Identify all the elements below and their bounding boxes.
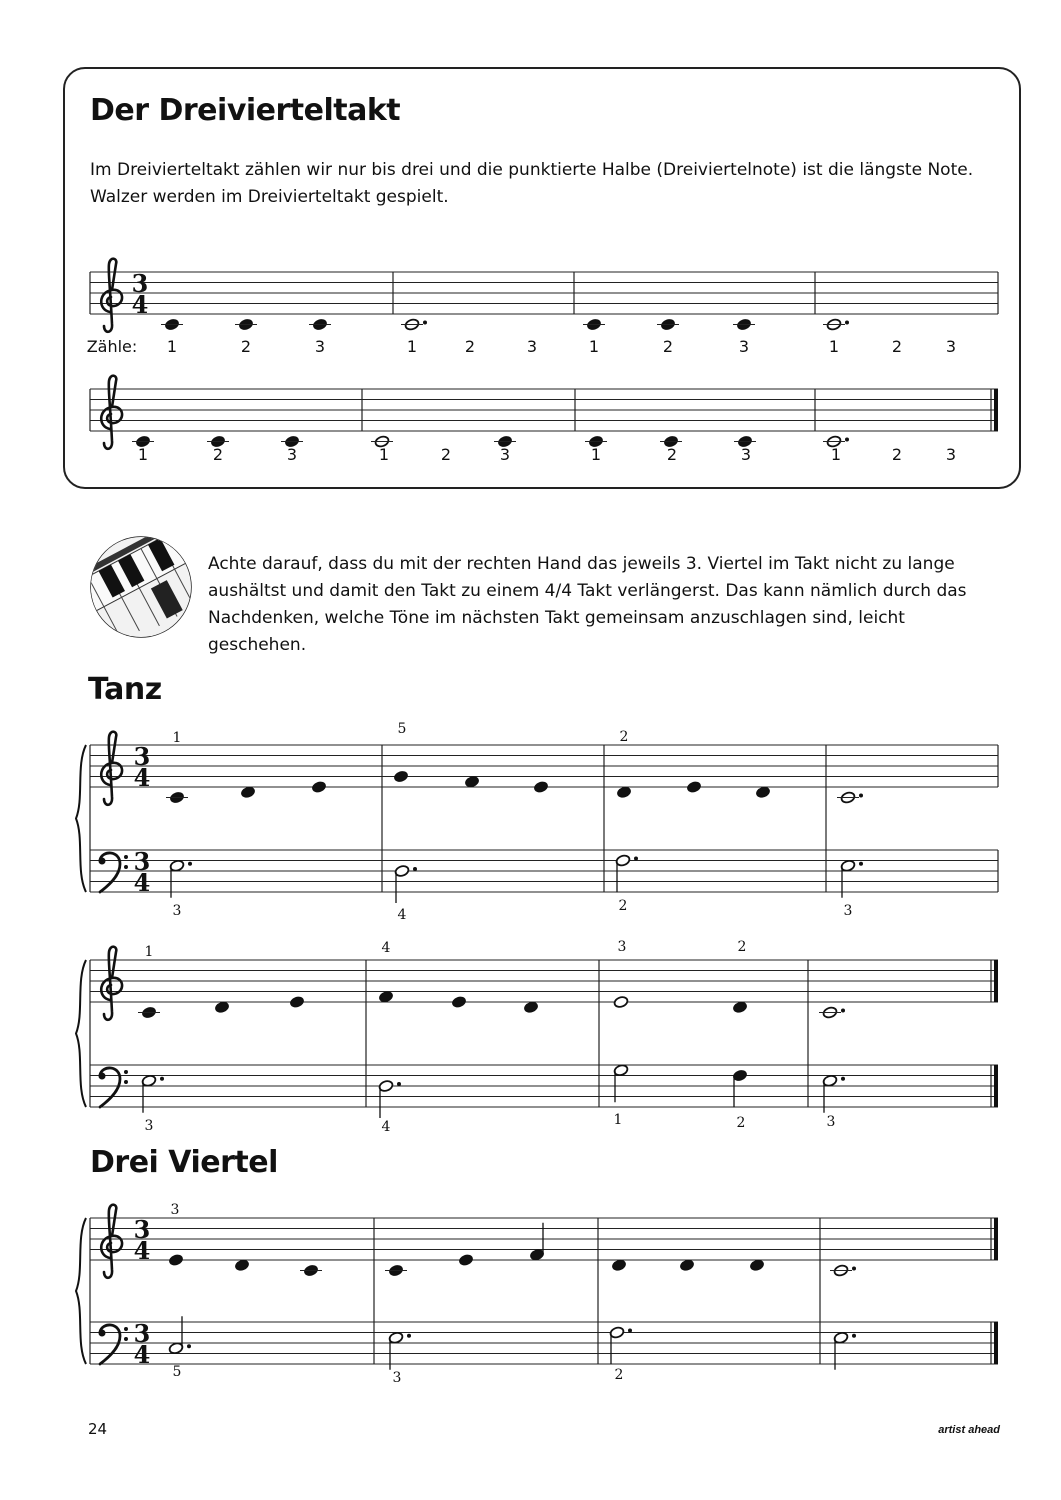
time-signature-denominator: 4 [133, 763, 151, 792]
fingering-number: 2 [736, 1115, 746, 1131]
augmentation-dot [628, 1329, 632, 1333]
treble-clef-shape [101, 947, 122, 1020]
treble-note [464, 775, 480, 788]
augmentation-dot [407, 1334, 411, 1338]
count-number: 1 [166, 337, 178, 356]
bass-clef-dot [99, 858, 106, 865]
grand-staff-brace [76, 960, 86, 1107]
treble-note [686, 780, 702, 793]
final-barline-thick [994, 1218, 998, 1260]
staff-drei-bass [90, 1322, 998, 1364]
bass-clef [99, 1325, 129, 1364]
fingering-number: 1 [144, 944, 154, 960]
count-number: 3 [945, 445, 957, 464]
time-signature-denominator: 4 [133, 868, 151, 897]
fingering-number: 3 [172, 903, 182, 919]
staff-tanz-1-treble [90, 745, 998, 787]
fingering-number: 3 [826, 1114, 836, 1130]
augmentation-dot [187, 1344, 191, 1348]
final-barline-thick [994, 1322, 998, 1364]
bass-clef-dot-lower [124, 865, 128, 869]
treble-clef-shape [101, 376, 122, 449]
fingering-number: 3 [170, 1202, 180, 1218]
count-number: 3 [314, 337, 326, 356]
count-label: Zähle: [86, 337, 138, 356]
tip-text: Achte darauf, dass du mit der rechten Hand das jeweils 3. Viertel im Takt nicht zu lange aushältst und damit den Takt zu einem 4/4 Takt verlängerst. Das kann nämlich durch das Nachdenken, welche Töne im nächsten Takt gemeinsam anzuschlagen sind, leicht geschehen. [208, 554, 967, 655]
count-number: 3 [945, 337, 957, 356]
count-number: 2 [666, 445, 678, 464]
augmentation-dot [859, 794, 863, 798]
staff-exercise-2 [90, 389, 998, 431]
augmentation-dot [841, 1077, 845, 1081]
treble-note [616, 786, 632, 799]
fingering-number: 3 [843, 903, 853, 919]
fingering-number: 3 [392, 1370, 402, 1386]
page-number: 24 [88, 1420, 108, 1438]
staff-tanz-2-treble [90, 960, 998, 1002]
fingering-number: 3 [144, 1118, 154, 1134]
bass-clef [99, 853, 129, 892]
treble-clef [101, 947, 122, 1020]
fingering-number: 4 [397, 907, 407, 923]
staff-exercise-1 [90, 272, 998, 314]
bass-clef-dot-upper [124, 1327, 128, 1331]
treble-note [732, 1001, 748, 1014]
treble-clef [101, 259, 122, 332]
bass-clef-dot-lower [124, 1080, 128, 1084]
piece-title-drei-viertel: Drei Viertel [90, 1145, 278, 1180]
treble-clef [101, 1205, 122, 1278]
fingering-number: 2 [614, 1367, 624, 1383]
time-signature-denominator: 4 [131, 290, 149, 319]
staff-tanz-2-bass [90, 1065, 998, 1107]
fingering-number: 5 [172, 1364, 182, 1380]
augmentation-dot [413, 867, 417, 871]
count-number: 3 [499, 445, 511, 464]
treble-note [533, 780, 549, 793]
augmentation-dot [859, 862, 863, 866]
augmentation-dot [634, 857, 638, 861]
treble-note [458, 1253, 474, 1266]
fingering-number: 2 [619, 729, 629, 745]
staff-tanz-1-bass [90, 850, 998, 892]
treble-note [613, 995, 629, 1008]
augmentation-dot [160, 1077, 164, 1081]
bass-clef-dot [99, 1073, 106, 1080]
count-number: 1 [830, 445, 842, 464]
treble-clef [101, 732, 122, 805]
treble-note [749, 1259, 765, 1272]
grand-staff-brace [76, 1218, 86, 1364]
grand-staff-brace [76, 745, 86, 892]
count-number: 1 [590, 445, 602, 464]
treble-note [755, 786, 771, 799]
fingering-number: 4 [381, 940, 391, 956]
fingering-number: 2 [737, 939, 747, 955]
bass-clef-dot-upper [124, 855, 128, 859]
treble-note [214, 1001, 230, 1014]
treble-note [289, 995, 305, 1008]
count-number: 3 [738, 337, 750, 356]
treble-clef-shape [101, 1205, 122, 1278]
final-barline-thick [994, 389, 998, 431]
time-signature-numerator: 3 [133, 742, 151, 771]
treble-note [378, 990, 394, 1003]
augmentation-dot [188, 862, 192, 866]
treble-note [234, 1259, 250, 1272]
augmentation-dot [852, 1267, 856, 1271]
count-number: 1 [588, 337, 600, 356]
count-number: 2 [891, 337, 903, 356]
fingering-number: 5 [397, 721, 407, 737]
bass-clef-dot [99, 1330, 106, 1337]
treble-note [451, 995, 467, 1008]
bass-clef-dot-lower [124, 1337, 128, 1341]
count-number: 2 [212, 445, 224, 464]
treble-note [311, 780, 327, 793]
count-number: 3 [286, 445, 298, 464]
time-signature-denominator: 4 [133, 1236, 151, 1265]
time-signature-denominator: 4 [133, 1340, 151, 1369]
fingering-number: 1 [172, 730, 182, 746]
augmentation-dot [397, 1082, 401, 1086]
count-number: 2 [240, 337, 252, 356]
treble-clef [101, 376, 122, 449]
augmentation-dot [845, 321, 849, 325]
fingering-number: 4 [381, 1119, 391, 1135]
count-number: 1 [828, 337, 840, 356]
treble-note [679, 1259, 695, 1272]
fingering-number: 3 [617, 939, 627, 955]
brand-logo: artist ahead [938, 1424, 1000, 1436]
augmentation-dot [845, 438, 849, 442]
count-number: 3 [526, 337, 538, 356]
count-number: 1 [378, 445, 390, 464]
piece-title-tanz: Tanz [88, 672, 162, 707]
staff-drei-treble [90, 1218, 998, 1260]
count-number: 2 [440, 445, 452, 464]
final-barline-thick [994, 960, 998, 1002]
treble-clef-shape [101, 259, 122, 332]
time-signature-numerator: 3 [133, 1215, 151, 1244]
treble-note [393, 770, 409, 783]
count-number: 3 [740, 445, 752, 464]
treble-clef-shape [101, 732, 122, 805]
fingering-number: 2 [618, 898, 628, 914]
time-signature-numerator: 3 [133, 847, 151, 876]
count-number: 2 [662, 337, 674, 356]
section-title: Der Dreivierteltakt [90, 93, 401, 128]
augmentation-dot [852, 1334, 856, 1338]
bass-clef-dot-upper [124, 1070, 128, 1074]
count-number: 1 [406, 337, 418, 356]
treble-note [240, 786, 256, 799]
time-signature-numerator: 3 [133, 1319, 151, 1348]
intro-text: Im Dreivierteltakt zählen wir nur bis drei und die punktierte Halbe (Dreiviertelnote) ist die längste Note. Walzer werden im Dreivierteltakt gespielt. [90, 160, 974, 207]
treble-note [168, 1253, 184, 1266]
count-number: 1 [137, 445, 149, 464]
fingering-number: 1 [613, 1112, 623, 1128]
count-number: 2 [464, 337, 476, 356]
final-barline-thick [994, 1065, 998, 1107]
bass-clef [99, 1068, 129, 1107]
treble-note [611, 1259, 627, 1272]
augmentation-dot [841, 1009, 845, 1013]
treble-note [523, 1001, 539, 1014]
count-number: 2 [891, 445, 903, 464]
time-signature-numerator: 3 [131, 269, 149, 298]
augmentation-dot [423, 321, 427, 325]
